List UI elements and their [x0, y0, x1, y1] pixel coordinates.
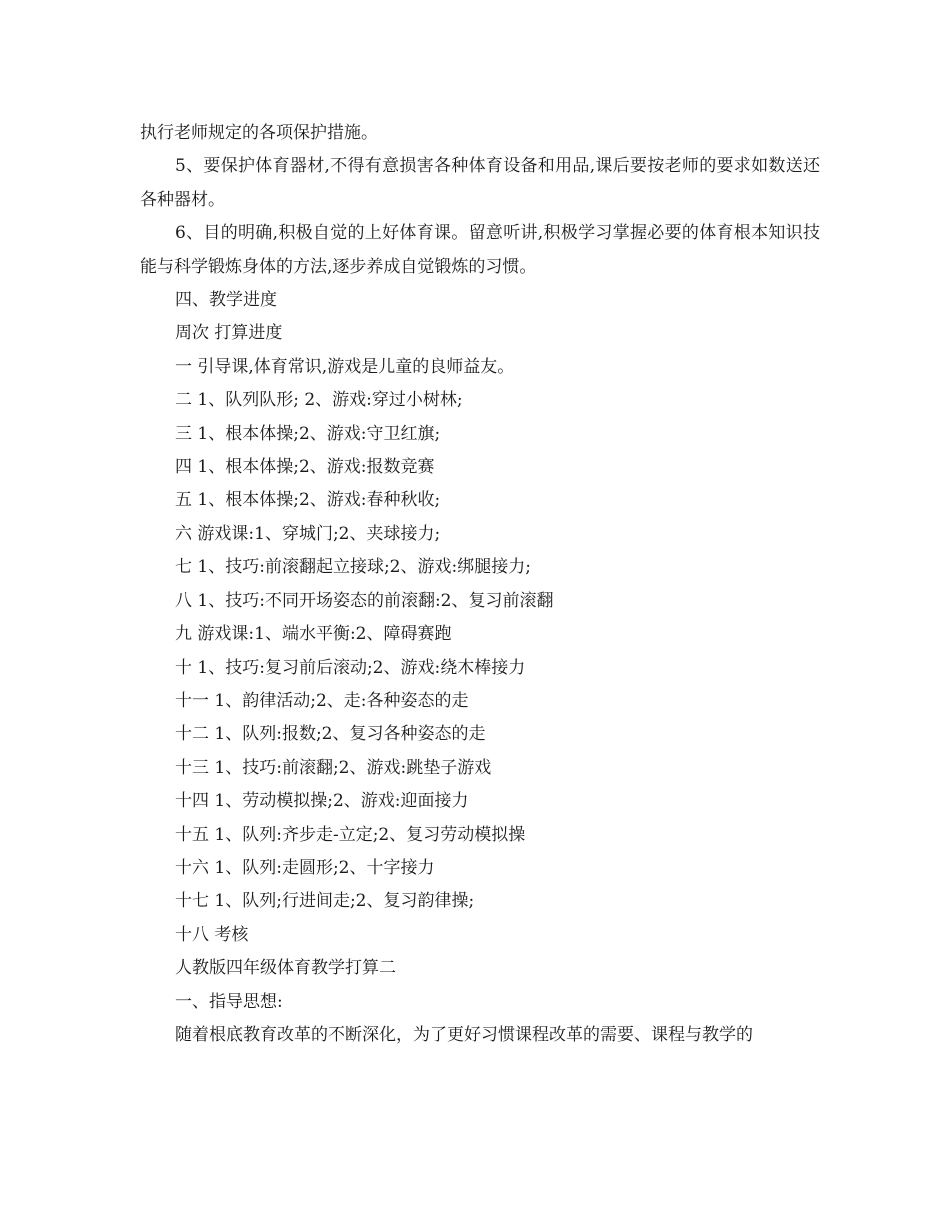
paragraph-reform-intro: 随着根底教育改革的不断深化，为了更好习惯课程改革的需要、课程与教学的 [175, 1024, 753, 1045]
schedule-week-2: 二 1、队列队形; 2、游戏:穿过小树林; [175, 390, 463, 411]
section-heading-guiding-ideology: 一、指导思想: [175, 991, 283, 1012]
schedule-week-6: 六 游戏课:1、穿城门;2、夹球接力; [175, 523, 441, 544]
schedule-week-4: 四 1、根本体操;2、游戏:报数竞赛 [175, 457, 435, 478]
schedule-week-8: 八 1、技巧:不同开场姿态的前滚翻:2、复习前滚翻 [175, 590, 554, 611]
schedule-week-16: 十六 1、队列:走圆形;2、十字接力 [175, 857, 435, 878]
document-body [140, 117, 820, 1052]
schedule-week-12: 十二 1、队列:报数;2、复习各种姿态的走 [175, 724, 486, 745]
schedule-week-1: 一 引导课,体育常识,游戏是儿童的良师益友。 [175, 356, 515, 377]
paragraph-rule-5: 5、要保护体育器材,不得有意损害各种体育设备和用品,课后要按老师的要求如数送还各种器材。 [140, 156, 820, 210]
section-title-plan-two: 人教版四年级体育教学打算二 [175, 958, 396, 979]
schedule-week-10: 十 1、技巧:复习前后滚动;2、游戏:绕木棒接力 [175, 657, 526, 678]
paragraph-rule-6: 6、目的明确,积极自觉的上好体育课。留意听讲,积极学习掌握必要的体育根本知识技能与科学锻炼身体的方法,逐步养成自觉锻炼的习惯。 [140, 223, 820, 277]
schedule-week-3: 三 1、根本体操;2、游戏:守卫红旗; [175, 423, 441, 444]
paragraph-protection-measures: 执行老师规定的各项保护措施。 [140, 123, 378, 143]
schedule-week-7: 七 1、技巧:前滚翻起立接球;2、游戏:绑腿接力; [175, 557, 531, 578]
schedule-week-5: 五 1、根本体操;2、游戏:春种秋收; [175, 490, 441, 511]
schedule-week-15: 十五 1、队列:齐步走-立定;2、复习劳动模拟操 [175, 824, 526, 845]
schedule-week-9: 九 游戏课:1、端水平衡:2、障碍赛跑 [175, 624, 452, 645]
schedule-week-11: 十一 1、韵律活动;2、走:各种姿态的走 [175, 690, 469, 711]
schedule-week-13: 十三 1、技巧:前滚翻;2、游戏:跳垫子游戏 [175, 757, 492, 778]
schedule-week-14: 十四 1、劳动模拟操;2、游戏:迎面接力 [175, 791, 469, 812]
schedule-header: 周次 打算进度 [175, 323, 283, 344]
schedule-week-17: 十七 1、队列;行进间走;2、复习韵律操; [175, 891, 475, 912]
schedule-week-18: 十八 考核 [175, 924, 249, 945]
section-heading-teaching-progress: 四、教学进度 [175, 290, 277, 311]
